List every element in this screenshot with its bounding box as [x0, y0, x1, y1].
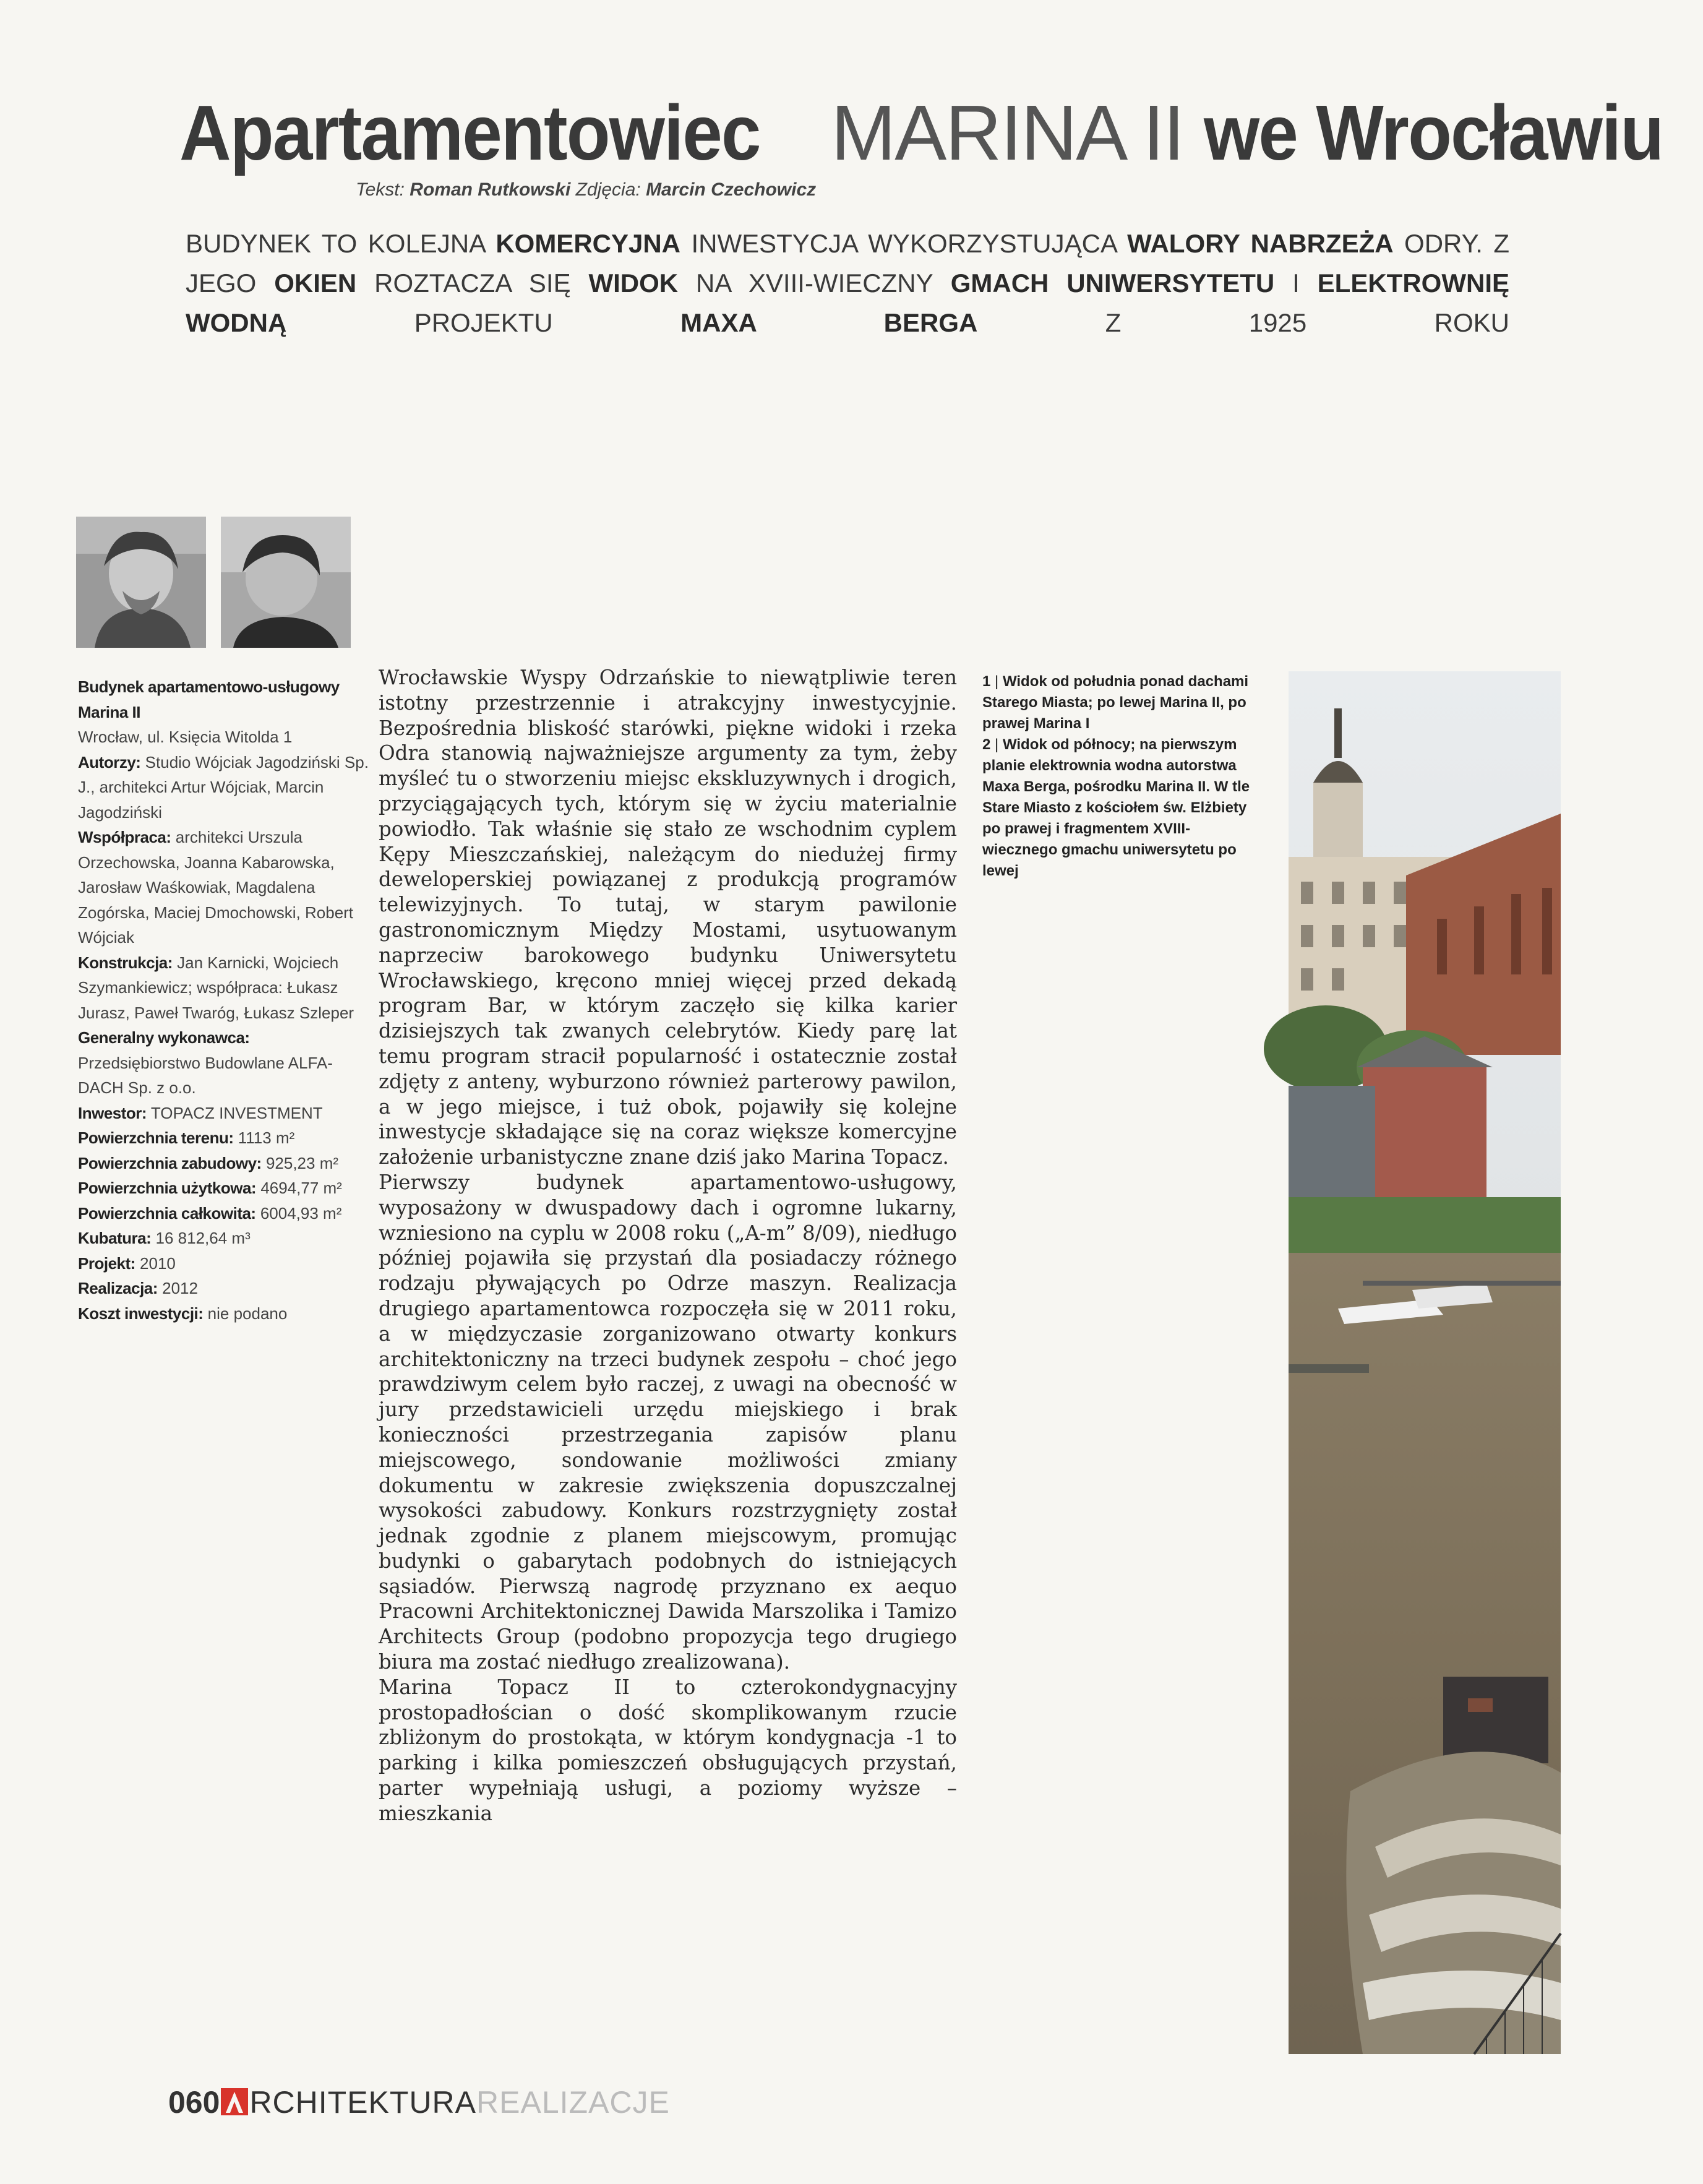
fact-label: Współpraca:	[78, 828, 171, 846]
fact-value: 2010	[140, 1253, 176, 1273]
fact-row	[78, 1201, 369, 1226]
fact-row	[78, 1025, 369, 1101]
fact-value: TOPACZ INVESTMENT	[150, 1103, 323, 1122]
magazine-section: REALIZACJE	[476, 2085, 670, 2120]
fact-value: 2012	[162, 1279, 198, 1297]
fact-row	[78, 1251, 369, 1276]
caption-text: Widok od południa ponad dachami Starego Miasta; po lewej Marina II, po prawej Marina I	[982, 673, 1249, 732]
lead-run: NA XVIII-WIECZNY	[678, 269, 951, 298]
caption-number: 1	[982, 673, 991, 690]
fact-label: Budynek apartamentowo-usługowy Marina II	[78, 677, 340, 721]
lead-run: KOMERCYJNA	[495, 229, 681, 258]
fact-row	[78, 1125, 369, 1151]
fact-value: Studio Wójciak Jagodziński Sp. J., architekci Artur Wójciak, Marcin Jagodziński	[78, 752, 369, 822]
fact-row	[78, 950, 369, 1026]
fact-value: Jan Karnicki, Wojciech Szymankiewicz; współpraca: Łukasz Jurasz, Paweł Twaróg, Łukasz Szleper	[78, 953, 354, 1022]
fact-value: 16 812,64 m³	[155, 1229, 251, 1247]
fact-label: Realizacja:	[78, 1279, 158, 1297]
lead-run: ROZTACZA SIĘ	[356, 269, 589, 298]
caption	[982, 671, 1255, 734]
magazine-brand: RCHITEKTURA	[249, 2085, 477, 2120]
fact-row	[78, 750, 369, 825]
fact-value: 1113 m²	[238, 1129, 295, 1147]
lead-run: MAXA BERGA	[680, 308, 978, 337]
lead-run: PROJEKTU	[286, 308, 681, 337]
fact-value: architekci Urszula Orzechowska, Joanna Kabarowska, Jarosław Waśkowiak, Magdalena Zogórska, Maciej Dmochowski, Robert Wójciak	[78, 828, 354, 947]
title-part-2: MARINA II	[831, 89, 1184, 176]
fact-row	[78, 1226, 369, 1251]
lead-run: I	[1274, 269, 1318, 298]
caption-separator: |	[990, 673, 1003, 690]
fact-value: 6004,93 m²	[260, 1203, 342, 1223]
caption-number: 2	[982, 736, 991, 753]
fact-value: Przedsiębiorstwo Budowlane ALFA-DACH Sp. z o.o.	[78, 1053, 333, 1097]
photo-captions	[982, 671, 1255, 882]
lead-run: INWESTYCJA WYKORZYSTUJĄCA	[680, 229, 1128, 258]
page-footer	[168, 2084, 670, 2121]
fact-label: Powierzchnia terenu:	[78, 1129, 234, 1147]
lead-run: BUDYNEK TO KOLEJNA	[186, 229, 496, 258]
fact-label: Projekt:	[78, 1253, 135, 1273]
fact-label: Konstrukcja:	[78, 953, 173, 972]
fact-row	[78, 1301, 369, 1326]
fact-row	[78, 674, 369, 724]
lead-run: GMACH UNIWERSYTETU	[950, 269, 1275, 298]
caption-separator: |	[990, 736, 1003, 753]
caption	[982, 734, 1255, 882]
fact-row	[78, 724, 369, 750]
lead-run: WALORY NABRZEŻA	[1127, 229, 1394, 258]
byline-photo-label: Zdjęcia:	[575, 179, 641, 200]
fact-row	[78, 1151, 369, 1176]
article-body	[379, 665, 957, 1826]
fact-label: Autorzy:	[78, 752, 141, 772]
fact-label: Koszt inwestycji:	[78, 1304, 204, 1323]
caption-text: Widok od północy; na pierwszym planie elektrownia wodna autorstwa Maxa Berga, pośrodku Marina II. W tle Stare Miasto z kościołem św. Elżbiety po prawej i fragmentem XVIII-wiecznego gmachu uniwersytetu po lewej	[982, 736, 1250, 879]
author-portrait-1	[76, 517, 206, 648]
fact-value: 925,23 m²	[265, 1153, 339, 1172]
byline	[356, 179, 816, 200]
fact-label: Powierzchnia całkowita:	[78, 1203, 256, 1223]
architektura-logo-icon	[221, 2088, 248, 2115]
title-part-1: Apartamentowiec	[179, 89, 760, 176]
lead-run: ODRY. Z JEGO	[186, 229, 1510, 298]
body-paragraph: Pierwszy budynek apartamentowo-usługowy, wyposażony w dwuspadowy dach i ogromne lukarny, wzniesiono na cyplu w 2008 roku („A-m” 8/09), niedługo później pojawiła się przystań dla posiadaczy różnego rodzaju pływających po Odrze maszyn. Realizacja drugiego apartamentowca rozpoczęła się w 2011 roku, a w międzyczasie zorganizowano otwarty konkurs architektoniczny na trzeci budynek zespołu – choć jego prawdziwym celem było raczej, z uwagi na obecność w jury przedstawicieli urzędu miejskiego i brak konieczności przestrzegania zapisów planu miejscowego, sondowanie możliwości zmiany dokumentu w zakresie zwiększenia dopuszczalnej wysokości zabudowy. Konkurs rozstrzygnięty został jednak zgodnie z planem miejscowym, promując budynki o gabarytach podobnych do istniejących sąsiadów. Pierwszą nagrodę przyznano ex aequo Pracowni Architektonicznej Dawida Marszolika i Tamizo Architects Group (podobno propozycja tego drugiego biura ma zostać niedługo zrealizowana).	[379, 1170, 957, 1674]
byline-text-label: Tekst:	[356, 179, 405, 200]
byline-photo-author: Marcin Czechowicz	[646, 179, 817, 200]
author-portrait-2	[221, 517, 351, 648]
fact-label: Inwestor:	[78, 1103, 147, 1122]
body-paragraph: Marina Topacz II to czterokondygnacyjny prostopadłościan o dość skomplikowanym rzucie zbliżonym do prostokąta, w którym kondygnacja -1 to parking i kilka pomieszczeń obsługujących przystań, parter wypełniają usługi, a poziomy wyższe – mieszkania	[379, 1675, 957, 1825]
body-paragraph: Wrocławskie Wyspy Odrzańskie to niewątpliwie teren istotny przestrzennie i atrakcyjny inwestycyjnie. Bezpośrednia bliskość starówki, piękne widoki i rzeka Odra stanowią najważniejsze argumenty za tym, żeby myśleć tu o stworzeniu miejsc ekskluzywnych i drogich, przyciągających tych, którym się w życiu materialnie powiodło. Tak właśnie się stało ze wschodnim cyplem Kępy Mieszczańskiej, należącym do niedużej firmy deweloperskiej powiązanej z produkcją programów telewizyjnych. To tutaj, w starym pawilonie gastronomicznym Między Mostami, usytuowanym naprzeciw barokowego budynku Uniwersytetu Wrocławskiego, kręcono mniej więcej przed dekadą program Bar, w którym zaczęło się kilka karier dzisiejszych tak zwanych celebrytów. Kiedy parę lat temu program stracił popularność i ostatecznie został zdjęty z anteny, wyburzono również parterowy pawilon, a w jego miejsce, i tuż obok, pojawiły się kolejne inwestycje składające się na coraz większe komercyjne założenie urbanistyczne znane dziś jako Marina Topacz.	[379, 666, 957, 1169]
portrait-2-image	[221, 517, 351, 648]
fact-value: Wrocław, ul. Księcia Witolda 1	[78, 728, 293, 746]
fact-label: Kubatura:	[78, 1229, 152, 1247]
lead-run: ELEKTROWNIĘ WODNĄ	[186, 269, 1509, 337]
lead-run: Z 1925 ROKU	[977, 308, 1509, 337]
portrait-1-image	[76, 517, 206, 648]
photo-river-view	[1289, 671, 1561, 2054]
lead-paragraph	[186, 224, 1509, 343]
fact-row	[78, 1176, 369, 1201]
fact-label: Powierzchnia użytkowa:	[78, 1179, 257, 1197]
title-part-3: we Wrocławiu	[1204, 89, 1663, 176]
fact-label: Powierzchnia zabudowy:	[78, 1153, 262, 1172]
byline-text-author: Roman Rutkowski	[410, 179, 571, 200]
fact-value: 4694,77 m²	[260, 1179, 342, 1197]
article-title	[179, 87, 1663, 179]
fact-row	[78, 1101, 369, 1126]
lead-run: OKIEN	[274, 269, 357, 298]
fact-value: nie podano	[207, 1304, 288, 1323]
lead-run: WIDOK	[588, 269, 679, 298]
fact-row	[78, 1276, 369, 1301]
page-number: 060	[168, 2085, 220, 2120]
photo-river-view-image	[1289, 671, 1561, 2054]
fact-row	[78, 825, 369, 950]
project-facts	[78, 674, 369, 1326]
fact-label: Generalny wykonawca:	[78, 1028, 250, 1047]
